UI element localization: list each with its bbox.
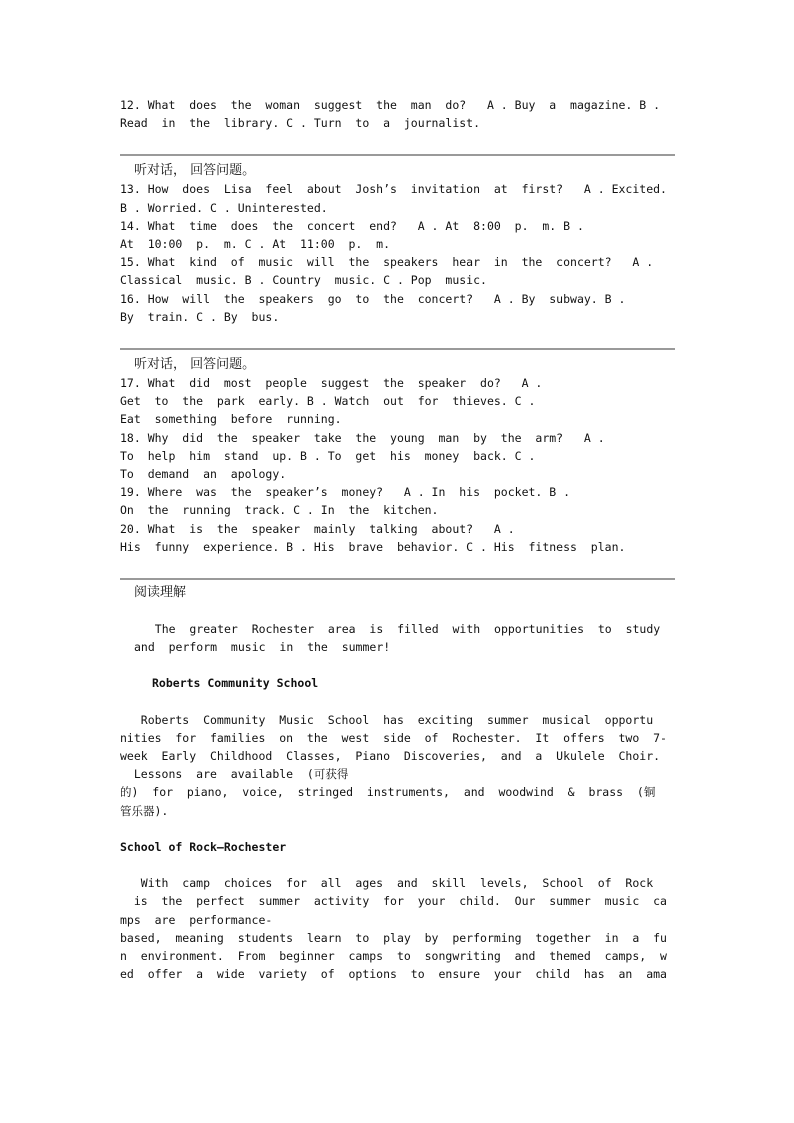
paragraph-line: n environment. From beginner camps to songwriting and themed camps, w: [120, 948, 667, 963]
question-12: [120, 96, 675, 132]
question-line: Read in the library. C . Turn to a journalist.: [120, 116, 481, 131]
question-line: 19. Where was the speaker’s money? A . In his pocket. B .: [120, 485, 571, 500]
reading-section: [120, 584, 675, 983]
question-line: 13. How does Lisa feel about Josh’s invitation at first? A . Excited.: [120, 182, 667, 197]
document-page: [120, 96, 675, 983]
question-line: His funny experience. B . His brave behavior. C . His fitness plan.: [120, 539, 626, 554]
question-line: To demand an apology.: [120, 467, 287, 482]
question-line: 18. Why did the speaker take the young man by the arm? A .: [120, 430, 605, 445]
question-line: 14. What time does the concert end? A . At 8:00 p. m. B .: [120, 218, 584, 233]
question-line: 16. How will the speakers go to the concert? A . By subway. B .: [120, 291, 626, 306]
question-line: Classical music. B . Country music. C . Pop music.: [120, 273, 487, 288]
question-line: By train. C . By bus.: [120, 309, 280, 324]
paragraph-line: Lessons are available (可获得: [120, 767, 349, 782]
reading-heading: 阅读理解: [134, 585, 187, 601]
question-line: 15. What kind of music will the speakers hear in the concert? A .: [120, 255, 654, 270]
question-line: Get to the park early. B . Watch out for thieves. C .: [120, 394, 536, 409]
section-instruction: 听对话， 回答问题。: [134, 357, 256, 373]
question-line: On the running track. C . In the kitchen.: [120, 503, 439, 518]
paragraph-line: Roberts Community Music School has exciting summer musical opportu: [120, 712, 654, 727]
paragraph-line: mps are performance-: [120, 912, 273, 927]
paragraph-line: week Early Childhood Classes, Piano Discoveries, and a Ukulele Choir.: [120, 749, 661, 764]
question-line: To help him stand up. B . To get his money back. C .: [120, 448, 536, 463]
paragraph-line: 管乐器).: [120, 803, 169, 818]
intro-line: The greater Rochester area is filled with opportunities to study: [134, 622, 661, 637]
paragraph-line: ed offer a wide variety of options to ensure your child has an ama: [120, 967, 667, 982]
intro-line: and perform music in the summer!: [134, 640, 391, 655]
question-line: At 10:00 p. m. C . At 11:00 p. m.: [120, 237, 391, 252]
paragraph-line: is the perfect summer activity for your child. Our summer music ca: [120, 894, 667, 909]
paragraph-line: based, meaning students learn to play by performing together in a fu: [120, 930, 667, 945]
question-line: 17. What did most people suggest the speaker do? A .: [120, 376, 543, 391]
question-line: B . Worried. C . Uninterested.: [120, 200, 328, 215]
school-title: Roberts Community School: [152, 676, 319, 691]
paragraph-line: 的) for piano, voice, stringed instruments, and woodwind & brass (铜: [120, 785, 656, 800]
paragraph-line: nities for families on the west side of Rochester. It offers two 7-: [120, 730, 667, 745]
paragraph-line: With camp choices for all ages and skill levels, School of Rock: [120, 876, 654, 891]
listening-section-2: [120, 162, 675, 326]
question-line: 12. What does the woman suggest the man do? A . Buy a magazine. B .: [120, 98, 661, 112]
school-title: School of Rock—Rochester: [120, 839, 287, 854]
section-instruction: 听对话， 回答问题。: [134, 163, 256, 179]
listening-section-3: [120, 356, 675, 556]
question-line: 20. What is the speaker mainly talking about? A .: [120, 521, 515, 536]
question-line: Eat something before running.: [120, 412, 342, 427]
